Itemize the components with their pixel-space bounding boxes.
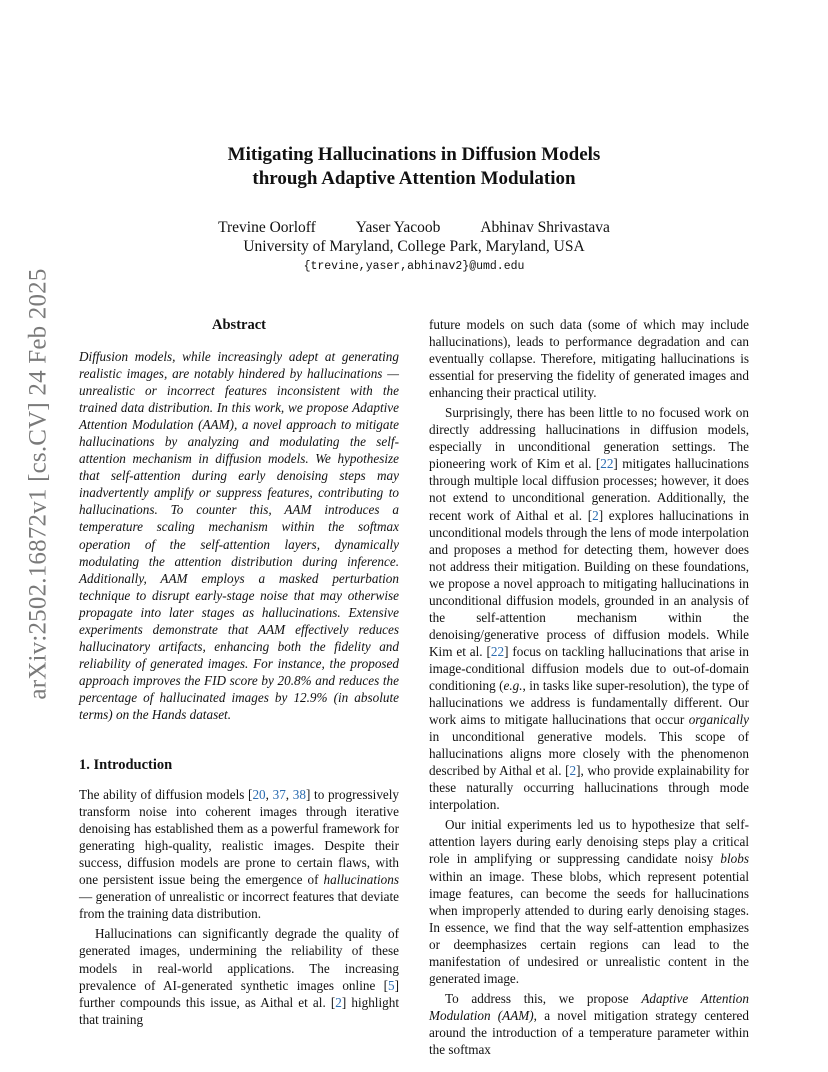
citation-link[interactable]: 22 — [600, 456, 614, 472]
section-heading-introduction: 1. Introduction — [79, 757, 173, 774]
citation-link[interactable]: 22 — [490, 643, 505, 659]
right-column — [429, 316, 749, 1058]
intro-paragraph-1: The ability of diffusion models [20, 37, 38] to progressively transform noise into coherent images through iterative denoising has established them as a powerful framework for generating high-quality, realistic images. Despite their success, diffusion models are prone to certain flaws, with one persistent issue being the emergence of hallucinations — generation of unrealistic or incorrect features that deviate from the training data distribution. — [79, 787, 400, 922]
body-paragraph-proposal: To address this, we propose Adaptive Attention Modulation (AAM), a novel mitigation strategy centered around the introduction of a temperature parameter within the softmax — [429, 990, 749, 1057]
citation-link[interactable]: 37 — [272, 787, 286, 803]
author-email: {trevine,yaser,abhinav2}@umd.edu — [303, 260, 525, 273]
author-3: Abhinav Shrivastava — [480, 219, 610, 236]
citation-link[interactable]: 2 — [569, 763, 577, 779]
author-1: Trevine Oorloff — [218, 219, 316, 236]
affiliation: University of Maryland, College Park, Maryland, USA — [243, 238, 585, 255]
citation-link[interactable]: 38 — [292, 787, 306, 803]
abstract-text: Diffusion models, while increasingly adept at generating realistic images, are notably hindered by hallucinations — unrealistic or incorrect features inconsistent with the trained data distribution. In this work, we propose Adaptive Attention Modulation (AAM), a novel approach to mitigate hallucinations by analyzing and modulating the self-attention mechanism in diffusion models. We hypothesize that self-attention during early denoising steps may inadvertently amplify or suppress features, contributing to hallucinations. To counter this, AAM introduces a temperature scaling mechanism within the softmax operation of the self-attention layers, dynamically modulating the attention distribution during inference. Additionally, AAM employs a masked perturbation technique to disrupt early-stage noise that may otherwise propagate into later stages as hallucinations. Extensive experiments demonstrate that AAM effectively reduces hallucinatory artifacts, enhancing both the fidelity and reliability of generated images. For instance, the proposed approach improves the FID score by 20.8% and reduces the percentage of hallucinated images by 12.9% (in absolute terms) on the Hands dataset. — [79, 349, 399, 722]
paper-title — [120, 143, 708, 191]
left-column — [79, 316, 399, 1028]
author-block — [120, 218, 708, 256]
body-paragraph-related-work: Surprisingly, there has been little to no focused work on directly addressing hallucinations in diffusion models, especially in unconditional generation settings. The pioneering work of Kim et al. [22] mitigates hallucinations through multiple local diffusion processes; however, it does not extend to unconditional generation. Additionally, the recent work of Aithal et al. [2] explores hallucinations in unconditional models through the lens of mode interpolation and proposes a method for detecting them, however does not address their mitigation. Building on these foundations, we propose a novel approach to mitigating hallucinations in unconditional diffusion models, grounded in an analysis of the self-attention mechanism within the denoising/generative process of diffusion models. While Kim et al. [22] focus on tackling hallucinations that arise in image-conditional diffusion models due to out-of-domain conditioning (e.g., in tasks like super-resolution), the type of hallucinations we address is fundamentally different. Our work aims to mitigate hallucinations that occur organically in unconditional generative models. This scope of hallucinations aligns more closely with the phenomenon described by Aithal et al. [2], who provide explainability for these naturally occurring hallucinations through mode interpolation. — [429, 405, 749, 813]
citation-link[interactable]: 2 — [335, 994, 342, 1010]
citation-link[interactable]: 2 — [592, 507, 599, 523]
citation-link[interactable]: 5 — [388, 977, 395, 993]
author-names — [120, 218, 708, 237]
body-paragraph-continued: future models on such data (some of which may include hallucinations), leads to performance degradation and can eventually collapse. Therefore, mitigating hallucinations is essential for preserving the fidelity of generated images and enhancing their practical utility. — [429, 317, 749, 401]
author-2: Yaser Yacoob — [355, 219, 441, 236]
arxiv-stamp-text: arXiv:2502.16872v1 [cs.CV] 24 Feb 2025 — [25, 268, 53, 700]
title-line-2: through Adaptive Attention Modulation — [252, 168, 576, 189]
abstract-heading: Abstract — [212, 317, 266, 333]
arxiv-stamp — [20, 268, 58, 700]
title-line-1: Mitigating Hallucinations in Diffusion Models — [227, 144, 601, 165]
citation-link[interactable]: 20 — [252, 787, 266, 803]
body-paragraph-hypothesis: Our initial experiments led us to hypothesize that self-attention layers during early denoising steps play a critical role in amplifying or suppressing candidate noisy blobs within an image. These blobs, which represent potential image features, can become the seeds for hallucinations when improperly attended to during early denoising stages. In essence, we find that the way self-attention emphasizes or deemphasizes certain regions can lead to the manifestation of undesired or unrealistic content in the generated image. — [429, 817, 749, 986]
intro-paragraph-2: Hallucinations can significantly degrade the quality of generated images, undermining the reliability of these models in real-world applications. The increasing prevalence of AI-generated synthetic images online [5] further compounds this issue, as Aithal et al. [2] highlight that training — [79, 926, 399, 1027]
